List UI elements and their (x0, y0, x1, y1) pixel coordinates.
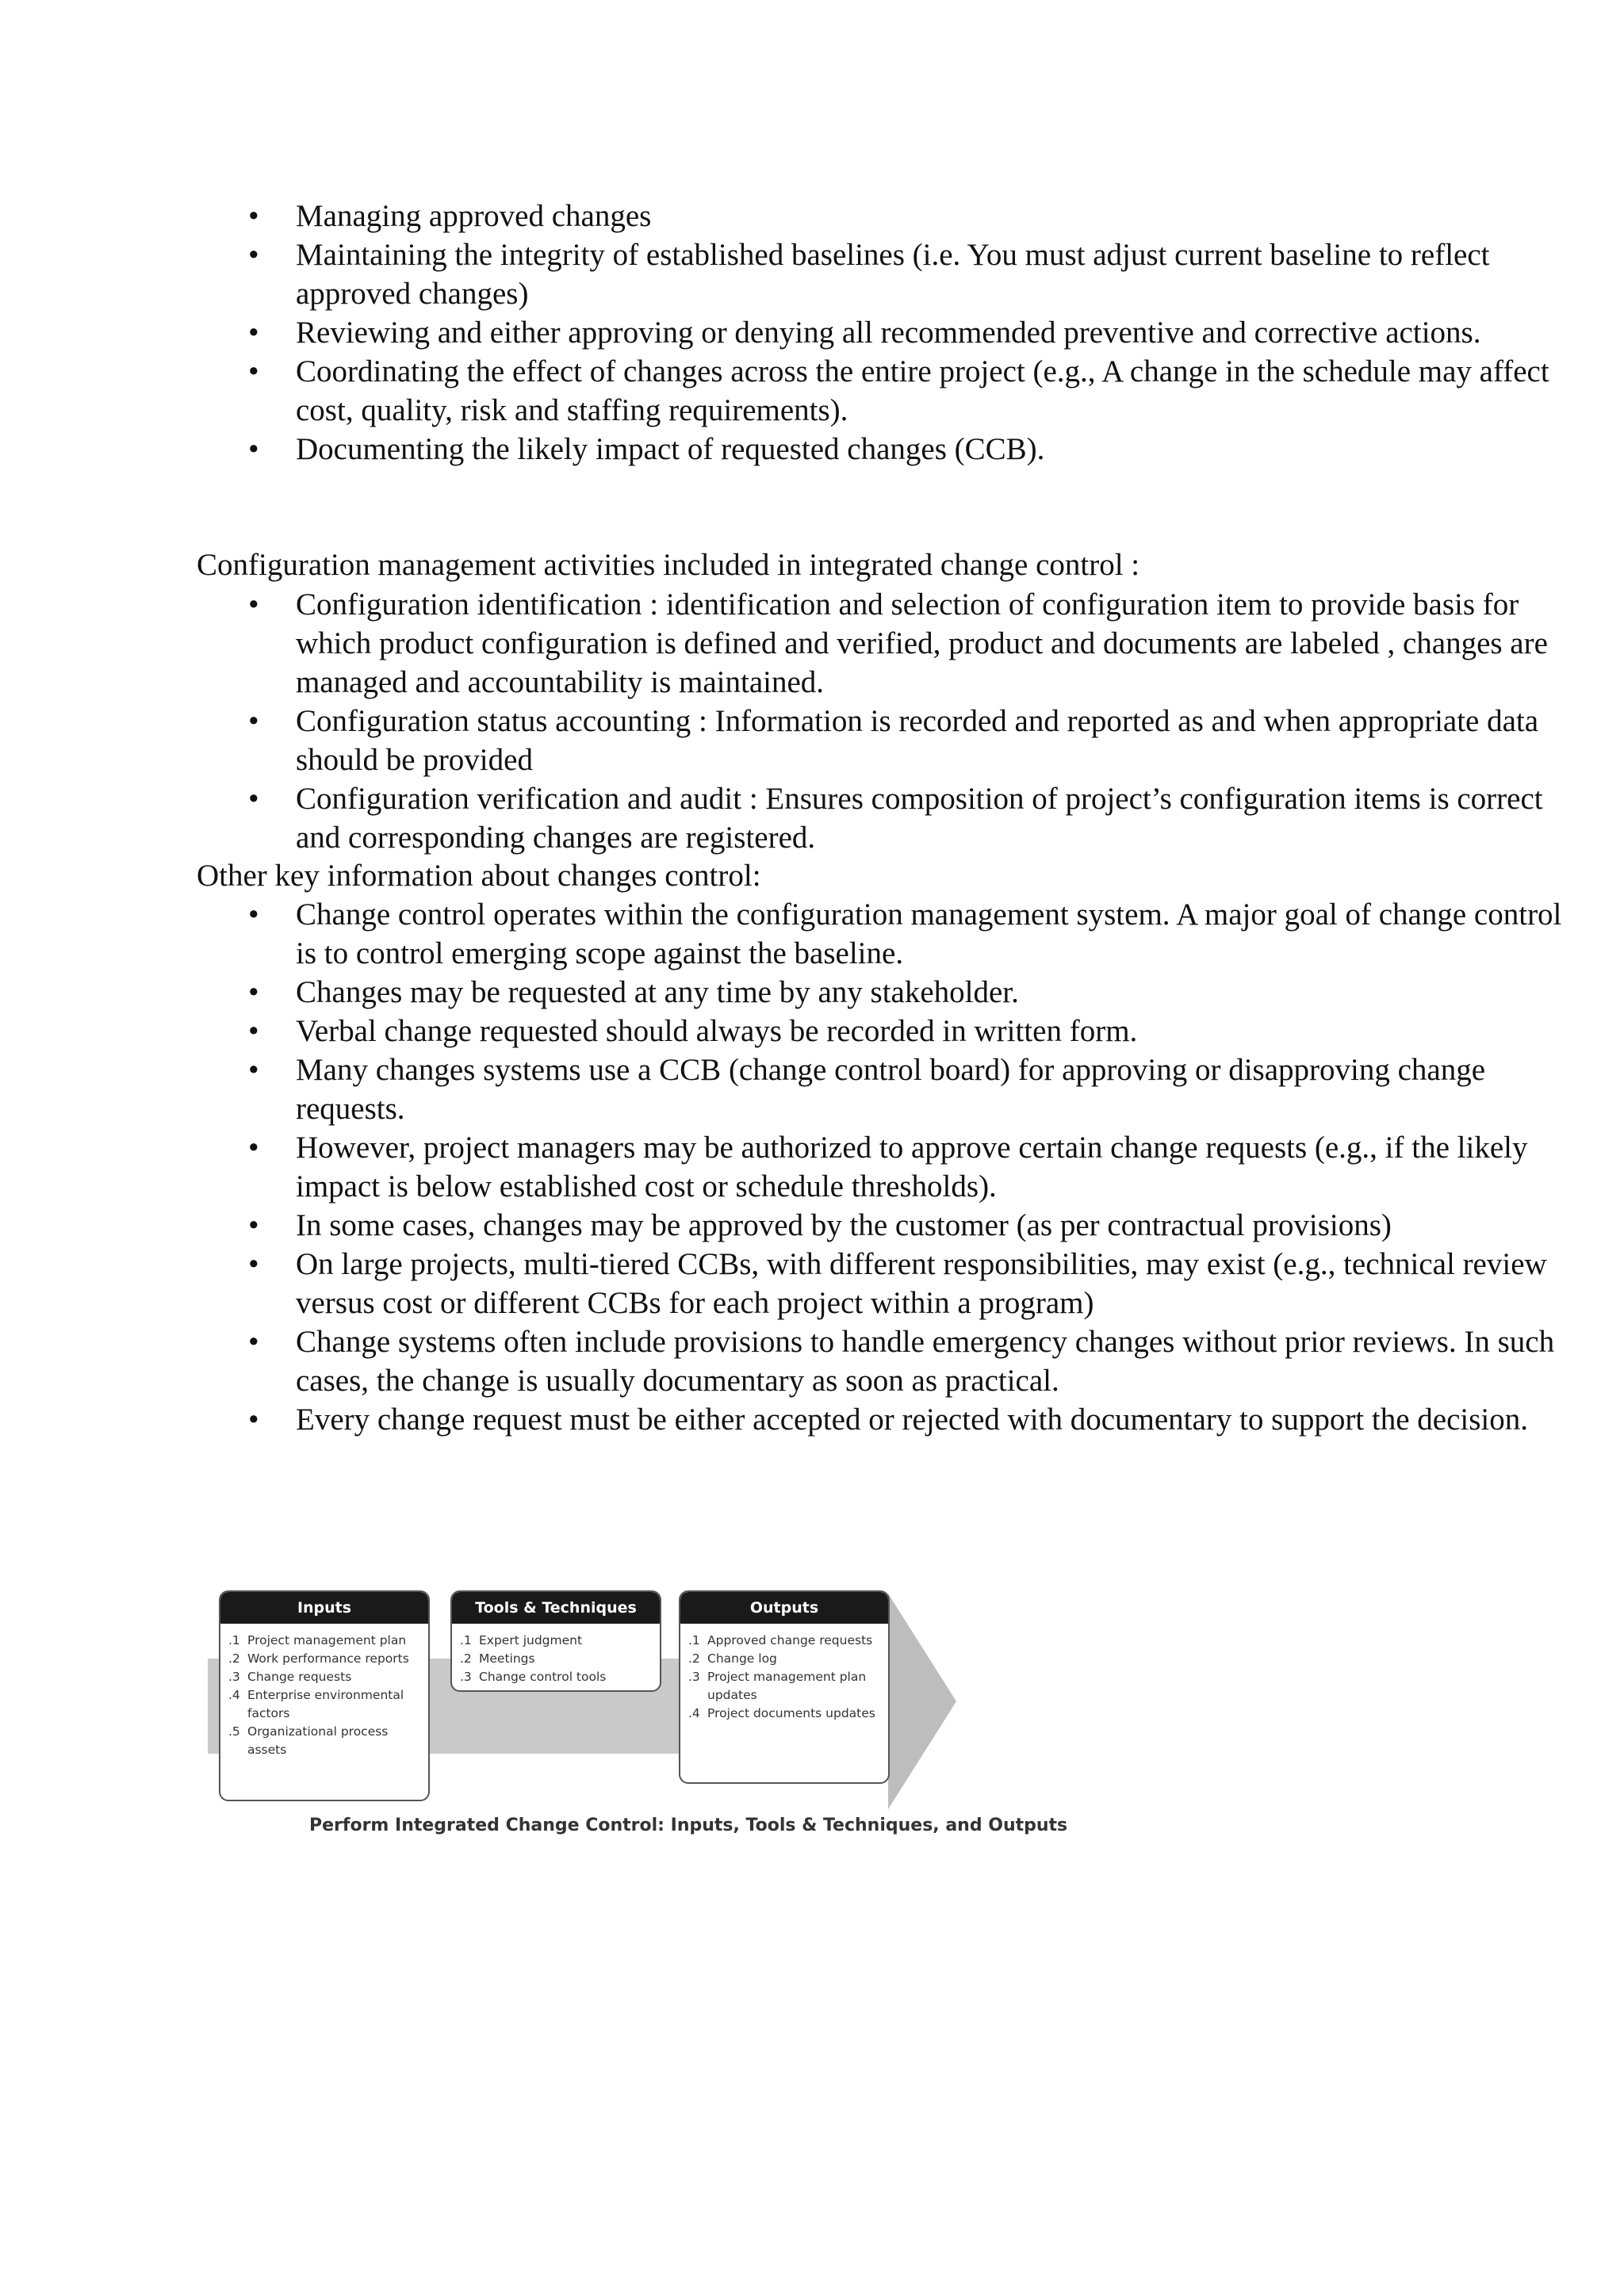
list-item: .1 Project management plan (228, 1633, 407, 1647)
list-item: .1 Approved change requests (688, 1633, 873, 1647)
list-item: .3 Change control tools (460, 1670, 607, 1684)
list-item: .3 Change requests (228, 1670, 352, 1684)
list-item: • Maintaining the integrity of established baselines (i.e. You must adjust current baseline to reflect approved changes) (0, 235, 1624, 313)
config-management-heading: Configuration management activities included in integrated change control : (197, 548, 1140, 582)
arrow-right-icon (888, 1594, 956, 1809)
list-item: • Configuration verification and audit : Ensures composition of project’s configuration items is correct and corresponding changes are registered. (0, 779, 1624, 857)
diagram-caption: Perform Integrated Change Control: Inputs, Tools & Techniques, and Outputs (309, 1816, 1068, 1835)
list-item: .2 Change log (688, 1651, 777, 1666)
itto-diagram (208, 1590, 1068, 1844)
list-configuration-activities (0, 585, 1624, 857)
bullet-icon: • (248, 1131, 259, 1165)
inputs-box (219, 1590, 430, 1801)
bullet-icon: • (248, 897, 259, 932)
list-item: • Configuration identification : identification and selection of configuration item to provide basis for which product configuration is defined and verified, product and documents are labeled , changes are managed and accountability is maintained. (0, 585, 1624, 702)
list-item: .4 Enterprise environmental factors (228, 1688, 404, 1720)
tools-box (450, 1590, 661, 1692)
list-change-control-info (0, 895, 1624, 1439)
list-change-control-activities (0, 197, 1624, 469)
bullet-icon: • (248, 238, 259, 272)
list-item: • Changes may be requested at any time by any stakeholder. (0, 973, 1624, 1012)
list-item: • However, project managers may be authorized to approve certain change requests (e.g., if the likely impact is below established cost or schedule thresholds). (0, 1128, 1624, 1206)
outputs-box (679, 1590, 890, 1784)
list-item: • Managing approved changes (0, 197, 1624, 235)
inputs-list (220, 1632, 428, 1759)
list-item: .2 Meetings (460, 1651, 535, 1666)
bullet-icon: • (248, 587, 259, 622)
bullet-icon: • (248, 316, 259, 350)
tools-title: Tools & Techniques (452, 1592, 660, 1624)
bullet-icon: • (248, 1208, 259, 1242)
list-item: • Reviewing and either approving or denying all recommended preventive and corrective actions. (0, 313, 1624, 352)
bullet-icon: • (248, 975, 259, 1009)
list-item: • Verbal change requested should always be recorded in written form. (0, 1012, 1624, 1050)
inputs-title: Inputs (220, 1592, 428, 1624)
list-item: .1 Expert judgment (460, 1633, 583, 1647)
bullet-icon: • (248, 432, 259, 466)
list-item: • Change systems often include provisions to handle emergency changes without prior reviews. In such cases, the change is usually documentary as soon as practical. (0, 1322, 1624, 1400)
bullet-icon: • (248, 704, 259, 738)
list-item: • Documenting the likely impact of requested changes (CCB). (0, 430, 1624, 469)
list-item: .3 Project management plan updates (688, 1670, 867, 1702)
list-item: .5 Organizational process assets (228, 1724, 389, 1757)
list-item: • On large projects, multi-tiered CCBs, with different responsibilities, may exist (e.g., technical review versus cost or different CCBs for each project within a program) (0, 1245, 1624, 1322)
list-item: • Every change request must be either accepted or rejected with documentary to support the decision. (0, 1400, 1624, 1439)
list-item: .4 Project documents updates (688, 1706, 875, 1720)
bullet-icon: • (248, 1053, 259, 1087)
list-item: .2 Work performance reports (228, 1651, 409, 1666)
bullet-icon: • (248, 782, 259, 816)
list-item: • In some cases, changes may be approved by the customer (as per contractual provisions) (0, 1206, 1624, 1245)
bullet-icon: • (248, 354, 259, 388)
bullet-icon: • (248, 1402, 259, 1437)
bullet-icon: • (248, 1247, 259, 1281)
other-info-heading: Other key information about changes control: (197, 859, 761, 893)
tools-list (452, 1632, 660, 1686)
bullet-icon: • (248, 199, 259, 233)
list-item: • Configuration status accounting : Information is recorded and reported as and when appropriate data should be provided (0, 702, 1624, 779)
outputs-list (680, 1632, 888, 1723)
bullet-icon: • (248, 1014, 259, 1048)
outputs-title: Outputs (680, 1592, 888, 1624)
bullet-icon: • (248, 1325, 259, 1359)
list-item: • Change control operates within the configuration management system. A major goal of change control is to control emerging scope against the baseline. (0, 895, 1624, 973)
list-item: • Many changes systems use a CCB (change control board) for approving or disapproving change requests. (0, 1050, 1624, 1128)
list-item: • Coordinating the effect of changes across the entire project (e.g., A change in the schedule may affect cost, quality, risk and staffing requirements). (0, 352, 1624, 430)
